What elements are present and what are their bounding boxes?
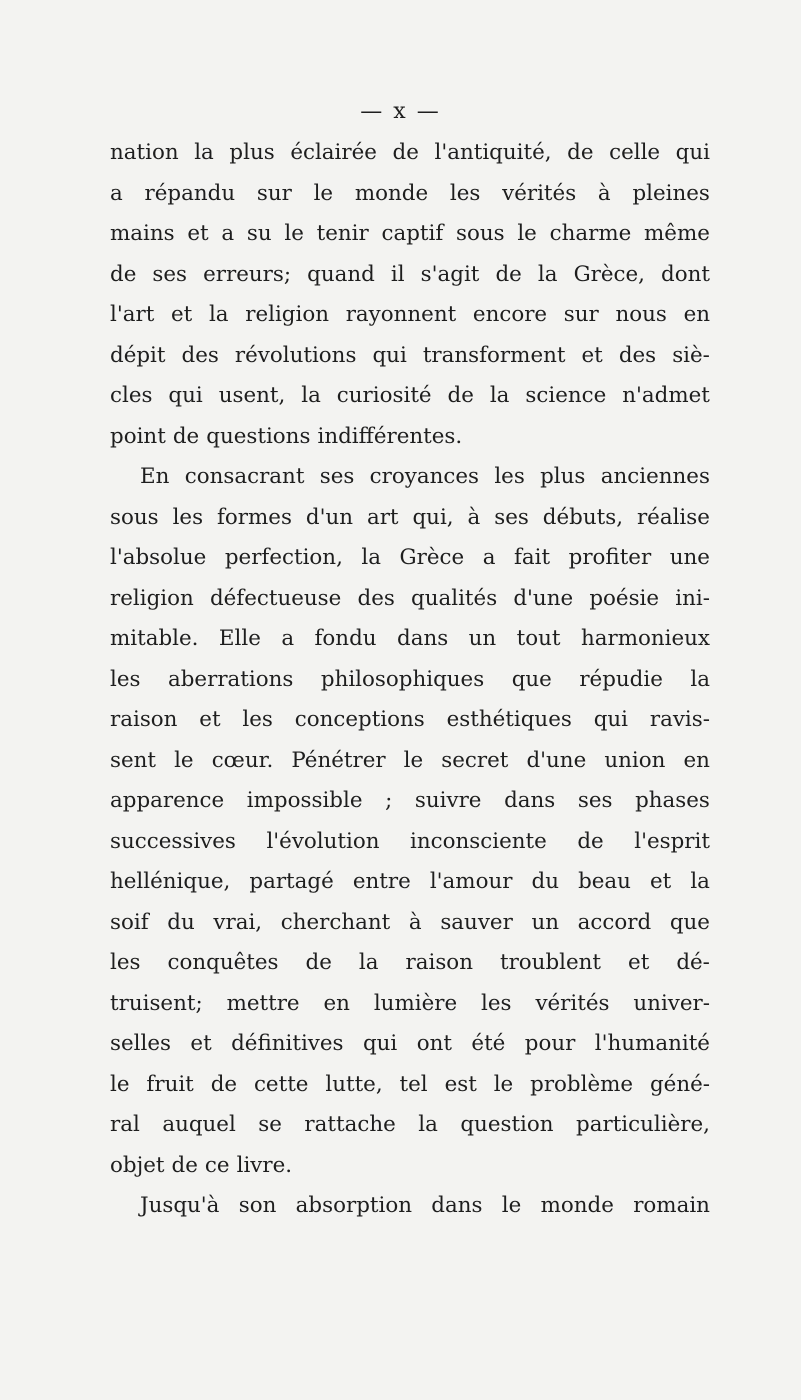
word: cherchant [280, 909, 391, 935]
word: à [597, 180, 611, 206]
word: réalise [636, 504, 710, 530]
word: rayonnent [345, 302, 457, 327]
word: transforment [422, 342, 566, 368]
body-text [110, 133, 710, 1227]
word: partagé [249, 869, 334, 894]
word: sauver [440, 909, 513, 935]
word: apparence [110, 788, 225, 813]
text-line [110, 498, 710, 539]
word: pour [524, 1031, 576, 1056]
word: soif [110, 909, 149, 935]
word: univer- [633, 990, 710, 1016]
word: religion [245, 302, 329, 327]
word: n'admet [622, 383, 710, 408]
text-line [110, 295, 710, 336]
word: que [669, 909, 710, 935]
word: et [190, 1031, 212, 1056]
word: harmonieux [580, 626, 710, 651]
word: encore [472, 302, 548, 327]
word: la [489, 383, 510, 408]
word: et [170, 302, 193, 327]
word: plus [540, 464, 586, 489]
word: ; [385, 788, 393, 813]
word: et [628, 950, 650, 975]
word: été [471, 1031, 506, 1056]
word: en [683, 302, 710, 327]
text-line [110, 700, 710, 741]
word: ce [204, 1152, 230, 1178]
word: la [358, 950, 379, 975]
word: débuts, [542, 504, 623, 530]
word: sur [256, 180, 292, 206]
word: consacrant [184, 464, 305, 489]
word: croyances [369, 464, 479, 489]
text-line [110, 619, 710, 660]
word: plus [229, 140, 275, 165]
word: le [174, 747, 194, 773]
word: Jusqu'à [140, 1193, 220, 1218]
word: impossible [246, 788, 363, 813]
word: vérités [535, 990, 610, 1016]
word: captif [381, 221, 444, 246]
word: dont [661, 261, 710, 287]
word: les [110, 950, 141, 975]
word: a [281, 626, 295, 651]
word: tel [399, 1071, 428, 1097]
word: est [444, 1071, 477, 1097]
word: éclairée [290, 140, 377, 165]
word: truisent; [110, 990, 203, 1016]
word: siè- [672, 342, 710, 368]
text-line [110, 1146, 710, 1187]
word: conquêtes [167, 950, 279, 975]
word: En [140, 464, 170, 489]
word: nation [110, 140, 179, 165]
word: philosophiques [320, 666, 485, 692]
word: usent, [218, 383, 286, 408]
word: quand [307, 261, 375, 287]
word: beau [578, 869, 631, 894]
word: du [531, 869, 559, 894]
word: et [581, 342, 603, 368]
word: en [323, 990, 350, 1016]
text-line [110, 1065, 710, 1106]
word: profiter [568, 545, 652, 570]
word: fruit [146, 1071, 194, 1097]
text-line [110, 984, 710, 1025]
word: absorption [295, 1193, 412, 1218]
word: ont [416, 1031, 452, 1056]
word: du [167, 909, 195, 935]
word: auquel [162, 1112, 236, 1137]
word: sous [110, 504, 159, 530]
word: il [390, 261, 405, 287]
word: de [110, 261, 137, 287]
word: vérités [502, 180, 577, 206]
word: le [493, 1071, 514, 1097]
word: de [447, 383, 474, 408]
word: de [495, 261, 522, 287]
word: monde [354, 180, 429, 206]
word: poésie [589, 585, 660, 611]
word: ses [319, 464, 355, 489]
word: qui [362, 1031, 398, 1056]
word: tout [516, 626, 561, 651]
text-line [110, 417, 710, 458]
word: ses [494, 504, 529, 530]
word: formes [216, 504, 292, 530]
word: charme [549, 221, 632, 246]
word: le [110, 1071, 130, 1097]
word: à [467, 504, 481, 530]
word: Grèce, [573, 261, 645, 287]
word: une [669, 545, 710, 570]
word: des [357, 585, 395, 611]
word: esthétiques [446, 707, 572, 732]
word: qualités [411, 585, 498, 611]
word: s'agit [420, 261, 480, 287]
word: dans [397, 626, 449, 651]
word: en [683, 747, 710, 773]
word: d'une [513, 585, 574, 611]
word: a [110, 180, 123, 206]
word: curiosité [336, 383, 432, 408]
word: romain [633, 1193, 710, 1218]
word: qui [593, 707, 628, 732]
word: dans [431, 1193, 483, 1218]
word: pleines [632, 180, 710, 206]
word: entre [352, 869, 411, 894]
word: particulière, [576, 1112, 710, 1137]
word: point [110, 423, 166, 449]
word: anciennes [600, 464, 710, 489]
word: la [418, 1112, 438, 1137]
word: même [644, 221, 710, 246]
word: Elle [218, 626, 261, 651]
word: le [517, 221, 537, 246]
word: sous [455, 221, 505, 246]
word: d'une [526, 747, 587, 773]
word: accord [577, 909, 652, 935]
word: le [284, 221, 304, 246]
word: successives [110, 828, 236, 854]
word: la [537, 261, 558, 287]
word: sur [563, 302, 599, 327]
word: rattache [304, 1112, 396, 1137]
word: vrai, [213, 909, 263, 935]
word: répandu [144, 180, 236, 206]
word: phases [635, 788, 710, 813]
word: dans [504, 788, 556, 813]
word: le [403, 747, 424, 773]
word: a [482, 545, 496, 570]
word: de [210, 1071, 238, 1097]
word: raison [110, 707, 178, 732]
text-line [110, 214, 710, 255]
word: d'un [305, 504, 354, 530]
word: définitives [231, 1031, 344, 1056]
word: la [361, 545, 382, 570]
page-number: — x — [360, 99, 441, 124]
word: les [481, 990, 512, 1016]
word: celle [609, 140, 661, 165]
word: art [366, 504, 399, 530]
word: qui [675, 140, 710, 165]
word: l'esprit [634, 828, 710, 854]
word: les [242, 707, 273, 732]
text-line [110, 457, 710, 498]
word: secret [441, 747, 509, 773]
word: raison [405, 950, 473, 975]
word: les [494, 464, 525, 489]
word: erreurs; [203, 261, 292, 287]
word: un [531, 909, 560, 935]
word: nous [615, 302, 667, 327]
word: Grèce [399, 545, 465, 570]
word: ravis- [649, 707, 710, 732]
word: le [313, 180, 334, 206]
word: ral [110, 1112, 140, 1137]
word: ses [152, 261, 188, 287]
text-line [110, 336, 710, 377]
word: les [172, 504, 204, 530]
word: se [258, 1112, 282, 1137]
word: lumière [373, 990, 458, 1016]
word: conceptions [294, 707, 425, 732]
word: et [650, 869, 672, 894]
text-line [110, 822, 710, 863]
word: la [690, 666, 710, 692]
word: les [449, 180, 481, 206]
text-line [110, 376, 710, 417]
word: révolutions [234, 342, 357, 368]
word: la [208, 302, 229, 327]
text-line [110, 1105, 710, 1146]
word: lutte, [325, 1071, 383, 1097]
word: les [110, 666, 141, 692]
word: l'humanité [594, 1031, 710, 1056]
word: géné- [649, 1071, 710, 1097]
text-line [110, 133, 710, 174]
word: problème [530, 1071, 634, 1097]
text-line [110, 255, 710, 296]
word: mitable. [110, 626, 199, 651]
word: monde [540, 1193, 614, 1218]
word: l'évolution [266, 828, 380, 854]
word: perfection, [224, 545, 343, 570]
word: questions [206, 423, 311, 449]
word: tenir [316, 221, 369, 246]
word: qui [372, 342, 407, 368]
text-line [110, 741, 710, 782]
word: union [604, 747, 666, 773]
word: qui [168, 383, 203, 408]
text-line [110, 862, 710, 903]
word: religion [110, 585, 194, 611]
word: des [181, 342, 219, 368]
word: et [187, 221, 209, 246]
word: l'antiquité, [434, 140, 552, 165]
word: a [221, 221, 235, 246]
word: su [246, 221, 272, 246]
word: de [305, 950, 332, 975]
word: son [238, 1193, 277, 1218]
word: de [172, 423, 200, 449]
word: la [690, 869, 710, 894]
word: dé- [676, 950, 710, 975]
word: mains [110, 221, 175, 246]
word: mettre [226, 990, 300, 1016]
word: fondu [314, 626, 377, 651]
word: science [525, 383, 607, 408]
text-line [110, 1186, 710, 1227]
word: indifférentes. [317, 423, 463, 449]
word: hellénique, [110, 869, 231, 894]
word: de [567, 140, 594, 165]
word: ini- [675, 585, 710, 611]
word: l'absolue [110, 545, 207, 570]
text-line [110, 174, 710, 215]
word: répudie [579, 666, 663, 692]
text-line [110, 781, 710, 822]
word: le [501, 1193, 522, 1218]
text-line [110, 903, 710, 944]
word: cles [110, 383, 153, 408]
word: troublent [499, 950, 602, 975]
word: question [460, 1112, 554, 1137]
word: la [194, 140, 214, 165]
word: Pénétrer [291, 747, 386, 773]
word: cœur. [211, 747, 274, 773]
word: l'art [110, 302, 155, 327]
word: fait [514, 545, 551, 570]
text-line [110, 579, 710, 620]
word: à [408, 909, 422, 935]
word: aberrations [167, 666, 294, 692]
word: de [171, 1152, 198, 1178]
text-line [110, 943, 710, 984]
word: de [577, 828, 604, 854]
word: qui, [412, 504, 454, 530]
word: selles [110, 1031, 171, 1056]
word: ses [577, 788, 613, 813]
word: défectueuse [209, 585, 342, 611]
word: objet [110, 1152, 165, 1178]
word: et [199, 707, 221, 732]
word: de [392, 140, 419, 165]
word: que [511, 666, 552, 692]
word: l'amour [429, 869, 513, 894]
word: cette [253, 1071, 309, 1097]
word: la [301, 383, 321, 408]
word: des [618, 342, 657, 368]
text-line [110, 538, 710, 579]
word: livre. [236, 1152, 293, 1178]
word: dépit [110, 342, 166, 368]
word: sent [110, 747, 157, 773]
word: un [468, 626, 497, 651]
text-line [110, 660, 710, 701]
text-line [110, 1024, 710, 1065]
word: inconsciente [410, 828, 547, 854]
word: suivre [414, 788, 482, 813]
